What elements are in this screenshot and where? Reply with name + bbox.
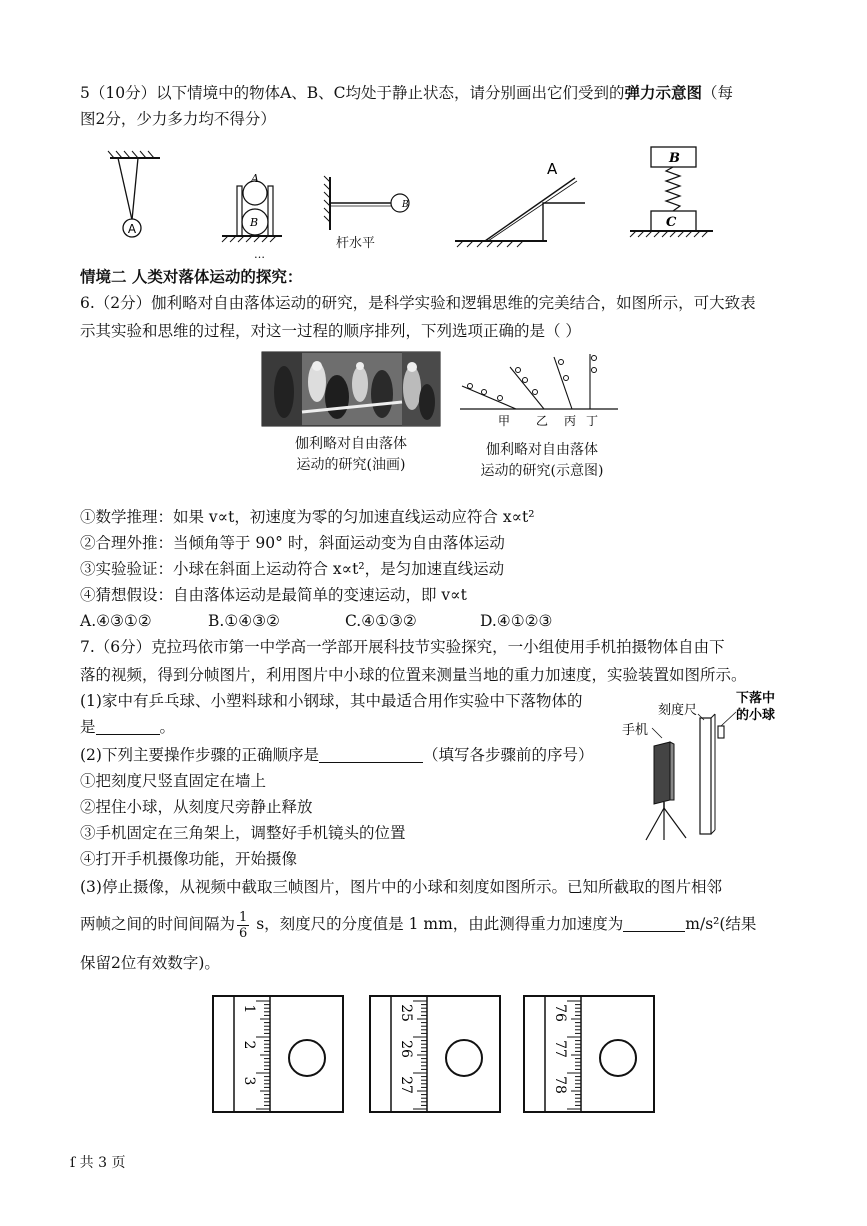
q6-option-b[interactable]: B.①④③②: [208, 612, 280, 630]
falling-ball: [600, 1040, 636, 1076]
q7-step2: ②捏住小球，从刻度尺旁静止释放: [80, 798, 313, 816]
q7-step3: ③手机固定在三角架上，调整好手机镜头的位置: [80, 824, 406, 842]
fig2-dots: …: [254, 248, 265, 261]
ruler-number: 27: [398, 1076, 414, 1094]
label-B-small: B: [402, 200, 409, 210]
q6-item1: ①数学推理：如果 v∝t，初速度为零的匀加速直线运动应符合 x∝t²: [80, 508, 535, 526]
label-ball-2: 的小球: [736, 708, 776, 723]
label-ruler: 刻度尺: [658, 703, 698, 718]
video-frame-2: [369, 995, 501, 1113]
q6-item4: ④猜想假设：自由落体运动是最简单的变速运动，即 v∝t: [80, 586, 467, 604]
video-frame-1: [212, 995, 344, 1113]
q5-figure-spring: [628, 145, 723, 250]
label-C: C: [666, 215, 677, 230]
falling-ball: [446, 1040, 482, 1076]
q7-apparatus-figure: [622, 691, 782, 842]
q7-p1-line2: 是 。: [80, 718, 176, 736]
q5-figure-rod-ball: [325, 172, 435, 242]
galileo-inclines-diagram: [460, 352, 620, 432]
galileo-oil-painting: [262, 352, 440, 426]
answer-blank-3[interactable]: [623, 915, 685, 932]
ruler-number: 3: [241, 1076, 257, 1086]
label-phone: 手机: [622, 723, 649, 738]
label-rod-A: A: [547, 160, 558, 178]
q7-p3-line2: 两帧之间的时间间隔为 $\frac{1}{6}$ s，刻度尺的分度值是 1 mm，由此测得重力加速度为 m/s²(结果: [80, 909, 757, 941]
ruler-number: 78: [552, 1076, 568, 1094]
q7-p2: (2)下列主要操作步骤的正确顺序是 （填写各步骤前的序号）: [80, 746, 594, 764]
incline-label-0: 甲: [498, 414, 511, 428]
q7-step1: ①把刻度尺竖直固定在墙上: [80, 772, 267, 790]
q5-figure-box-balls: [222, 158, 292, 263]
answer-blank-2[interactable]: [319, 746, 423, 763]
ruler-number: 25: [398, 1004, 414, 1022]
time-interval-fraction: $\frac{1}{6}$: [239, 909, 248, 941]
caption-inclines: 伽利略对自由落体 运动的研究(示意图): [480, 442, 604, 479]
ruler-number: 77: [552, 1040, 568, 1058]
q7-line1: 7.（6分）克拉玛依市第一中学高一学部开展科技节实验探究，一小组使用手机拍摄物体自由下: [80, 638, 725, 656]
q7-step4: ④打开手机摄像功能，开始摄像: [80, 850, 298, 868]
q7-p3-line3: 保留2位有效数字)。: [80, 954, 220, 972]
q6-option-d[interactable]: D.④①②③: [480, 612, 553, 630]
q7-p3-line1: (3)停止摄像，从视频中截取三帧图片，图片中的小球和刻度如图所示。已知所截取的图片相邻: [80, 878, 722, 896]
incline-label-3: 丁: [586, 414, 599, 428]
ruler-number: 76: [552, 1004, 568, 1022]
section2-title: 情境二 人类对落体运动的探究：: [80, 268, 303, 286]
falling-ball: [289, 1040, 325, 1076]
incline-label-1: 乙: [536, 414, 549, 428]
page-footer: ſ 共 3 页: [70, 1155, 126, 1171]
label-ball-1: 下落中: [736, 691, 776, 706]
q5-line2: 图2分，少力多力均不得分）: [80, 110, 276, 128]
q5-figure-rod-step: [455, 158, 595, 253]
caption-oil-painting: 伽利略对自由落体 运动的研究(油画): [295, 436, 407, 473]
q7-line2: 落的视频，得到分帧图片，利用图片中小球的位置来测量当地的重力加速度，实验装置如图所示。: [80, 666, 747, 684]
q6-line1: 6.（2分）伽利略对自由落体运动的研究，是科学实验和逻辑思维的完美结合，如图所示，可大致表: [80, 294, 756, 312]
q5-figure-hanging-ball: [100, 150, 180, 250]
answer-blank-1[interactable]: [96, 718, 160, 735]
q6-option-a[interactable]: A.④③①②: [80, 612, 152, 630]
q6-line2: 示其实验和思维的过程，对这一过程的顺序排列，下列选项正确的是（ ）: [80, 322, 581, 340]
q6-option-c[interactable]: C.④①③②: [345, 612, 417, 630]
video-frame-3: [523, 995, 655, 1113]
q6-item3: ③实验验证：小球在斜面上运动符合 x∝t²，是匀加速直线运动: [80, 560, 505, 578]
label-B: B: [669, 151, 680, 166]
label-A: A: [127, 222, 137, 236]
fig3-caption: 杆水平: [336, 236, 376, 251]
ruler-number: 26: [398, 1040, 414, 1058]
q5-line1: 5（10分）以下情境中的物体A、B、C均处于静止状态，请分别画出它们受到的弹力示意图（每: [80, 83, 734, 102]
label-b: B: [250, 216, 259, 229]
incline-label-2: 丙: [564, 414, 577, 428]
ruler-number: 2: [241, 1040, 257, 1050]
label-a: A: [251, 172, 259, 185]
q6-item2: ②合理外推：当倾角等于 90° 时，斜面运动变为自由落体运动: [80, 534, 505, 552]
q7-p1-line1: (1)家中有乒乓球、小塑料球和小钢球，其中最适合用作实验中下落物体的: [80, 692, 583, 710]
ruler-number: 1: [241, 1004, 257, 1014]
